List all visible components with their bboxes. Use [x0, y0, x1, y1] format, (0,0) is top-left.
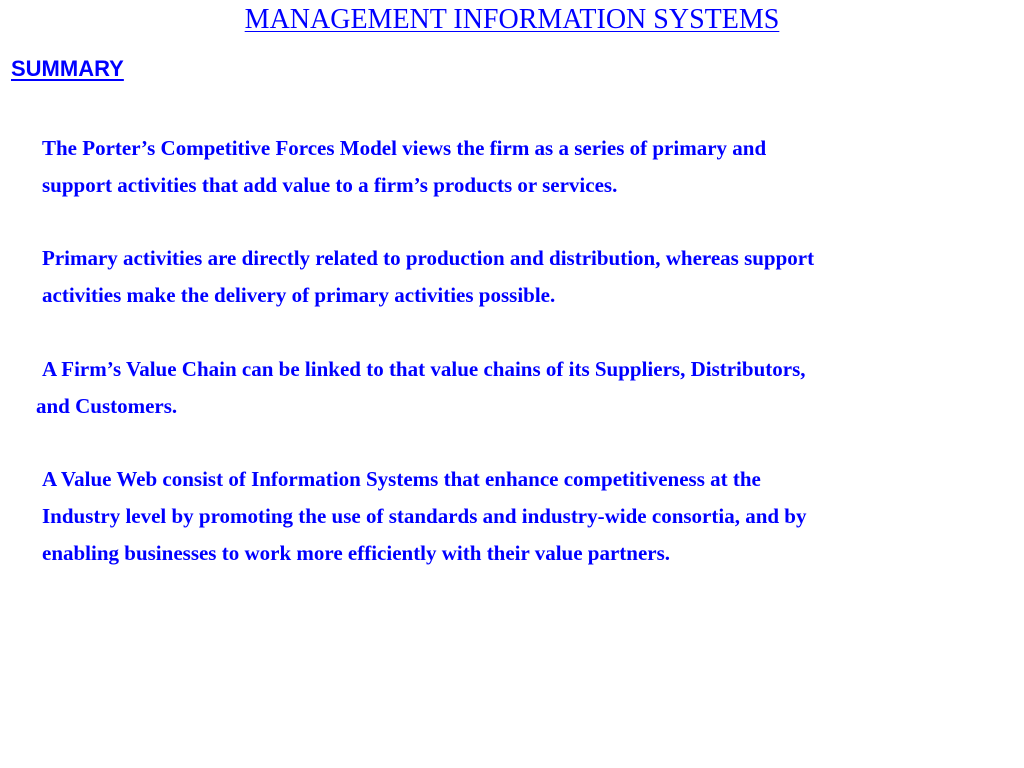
- paragraph-primary-activities: [42, 240, 814, 314]
- paragraph-line: enabling businesses to work more efficiently with their value partners.: [42, 541, 671, 565]
- paragraph-line: The Porter’s Competitive Forces Model views the firm as a series of primary and: [42, 136, 767, 160]
- paragraph-line: A Value Web consist of Information Systems that enhance competitiveness at the: [42, 467, 761, 491]
- paragraph-porter-model: [42, 130, 766, 204]
- paragraph-line: Primary activities are directly related to production and distribution, whereas support: [42, 246, 815, 270]
- paragraph-line: A Firm’s Value Chain can be linked to that value chains of its Suppliers, Distributors,: [42, 357, 806, 381]
- paragraph-line: activities make the delivery of primary activities possible.: [42, 283, 556, 307]
- paragraph-value-chain: [36, 351, 806, 425]
- paragraph-line: Industry level by promoting the use of standards and industry-wide consortia, and by: [42, 504, 807, 528]
- section-heading-summary: SUMMARY: [11, 56, 124, 81]
- paragraph-line: support activities that add value to a firm’s products or services.: [42, 173, 618, 197]
- paragraph-line: and Customers.: [36, 394, 178, 418]
- paragraph-value-web: [42, 461, 806, 572]
- page-title: MANAGEMENT INFORMATION SYSTEMS: [244, 4, 780, 35]
